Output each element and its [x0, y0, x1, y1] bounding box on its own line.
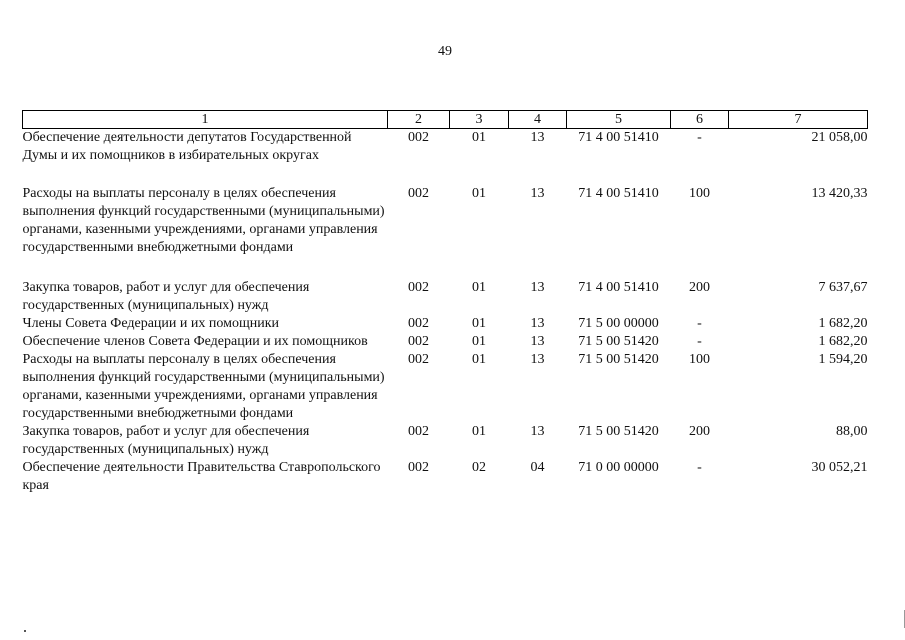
row-amount: 1 682,20	[818, 315, 868, 331]
scan-dot-mark	[24, 630, 26, 632]
row-code-4: 13	[530, 333, 545, 349]
row-code-3: 02	[472, 459, 486, 475]
row-code-3: 01	[472, 279, 486, 295]
row-code-2: 002	[408, 185, 429, 201]
row-code-4: 13	[530, 130, 545, 145]
row-code-3: 01	[472, 130, 486, 145]
row-code-2: 002	[408, 315, 429, 331]
column-header-3: 3	[450, 111, 509, 129]
row-code-5: 71 5 00 51420	[578, 423, 659, 439]
table-header-row	[23, 111, 868, 129]
table-row	[23, 185, 868, 279]
row-name: Закупка товаров, работ и услуг для обеспечения государственных (муниципальных) нужд	[22, 279, 310, 313]
page-number: 49	[438, 44, 452, 59]
row-code-6: -	[697, 459, 702, 475]
row-amount: 1 682,20	[818, 333, 868, 349]
row-code-5: 71 5 00 51420	[578, 333, 659, 349]
row-code-5: 71 4 00 51410	[578, 279, 659, 295]
row-code-6: 100	[689, 351, 710, 367]
row-name: Закупка товаров, работ и услуг для обеспечения государственных (муниципальных) нужд	[22, 423, 310, 457]
budget-table	[22, 110, 868, 495]
row-code-2: 002	[408, 459, 429, 475]
row-code-5: 71 4 00 51410	[578, 130, 659, 145]
column-header-6: 6	[671, 111, 729, 129]
table-row	[23, 129, 868, 185]
row-name: Расходы на выплаты персоналу в целях обеспечения выполнения функций государственными (муниципальными) органами, казенными учреждениями, органами управления государственными внебюджетными фондами	[22, 185, 385, 255]
row-code-4: 13	[530, 423, 545, 439]
row-code-5: 71 5 00 00000	[578, 315, 659, 331]
table-row	[23, 351, 868, 423]
row-amount: 88,00	[836, 423, 868, 439]
row-name: Обеспечение деятельности Правительства Ставропольского края	[22, 459, 381, 493]
row-code-3: 01	[472, 351, 486, 367]
row-amount: 21 058,00	[811, 130, 868, 145]
row-code-2: 002	[408, 423, 429, 439]
row-code-2: 002	[408, 130, 429, 145]
row-code-6: 200	[689, 423, 710, 439]
row-code-2: 002	[408, 351, 429, 367]
row-code-5: 71 5 00 51420	[578, 351, 659, 367]
row-code-2: 002	[408, 279, 429, 295]
column-header-4: 4	[509, 111, 567, 129]
column-header-5: 5	[567, 111, 671, 129]
table-row	[23, 459, 868, 495]
row-code-4: 13	[530, 279, 545, 295]
row-code-6: -	[697, 315, 702, 331]
row-code-6: -	[697, 130, 702, 145]
row-code-3: 01	[472, 333, 486, 349]
row-code-6: -	[697, 333, 702, 349]
row-amount: 30 052,21	[811, 459, 868, 475]
column-header-2: 2	[388, 111, 450, 129]
column-header-1: 1	[23, 111, 388, 129]
row-amount: 1 594,20	[818, 351, 868, 367]
table-row	[23, 279, 868, 315]
row-code-3: 01	[472, 315, 486, 331]
row-amount: 7 637,67	[818, 279, 868, 295]
row-name: Обеспечение деятельности депутатов Государственной Думы и их помощников в избирательных округах	[22, 130, 352, 163]
row-code-5: 71 4 00 51410	[578, 185, 659, 201]
row-name: Члены Совета Федерации и их помощники	[22, 315, 280, 331]
row-name: Обеспечение членов Совета Федерации и их помощников	[22, 333, 368, 349]
row-code-4: 04	[530, 459, 545, 475]
row-amount: 13 420,33	[811, 185, 868, 201]
row-code-5: 71 0 00 00000	[578, 459, 659, 475]
column-header-7: 7	[729, 111, 868, 129]
row-code-6: 100	[689, 185, 710, 201]
row-code-4: 13	[530, 315, 545, 331]
row-name: Расходы на выплаты персоналу в целях обеспечения выполнения функций государственными (муниципальными) органами, казенными учреждениями, органами управления государственными внебюджетными фондами	[22, 351, 385, 421]
row-code-3: 01	[472, 185, 486, 201]
row-code-4: 13	[530, 351, 545, 367]
table-row	[23, 423, 868, 459]
table-row	[23, 333, 868, 351]
row-code-2: 002	[408, 333, 429, 349]
table-row	[23, 315, 868, 333]
row-code-4: 13	[530, 185, 545, 201]
row-code-3: 01	[472, 423, 486, 439]
row-code-6: 200	[689, 279, 710, 295]
